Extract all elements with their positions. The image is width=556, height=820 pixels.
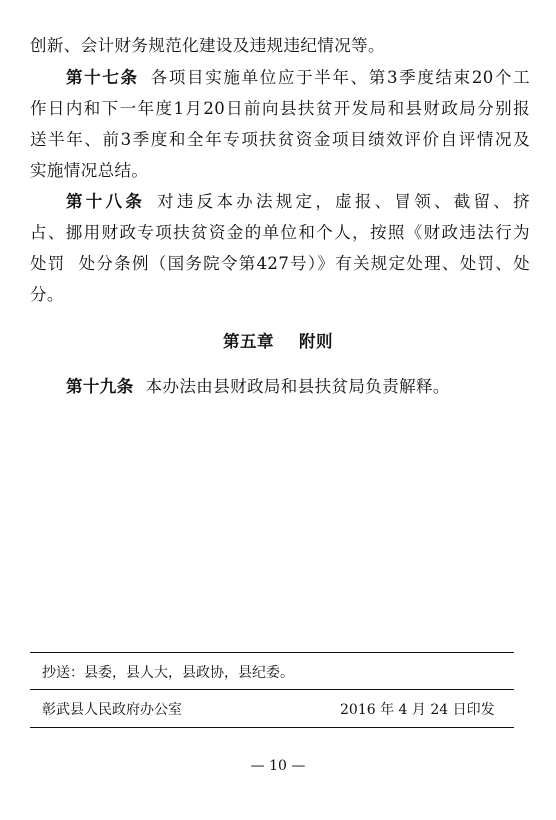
article-18-line-4: 分。 (30, 285, 64, 304)
paragraph-line: 创新、会计财务规范化建设及违规违纪情况等。 (30, 36, 385, 55)
page-number: — 10 — (250, 758, 306, 774)
article-18-line-3: 处罚 处分条例（国务院令第427号）》有关规定处理、处罚、处 (30, 254, 530, 273)
cc-list: 抄送：县委，县人大，县政协，县纪委。 (42, 665, 294, 681)
issuing-office: 彰武县人民政府办公室 (42, 702, 182, 718)
article-19-line (66, 377, 530, 397)
article-19-label: 第十九条 (66, 377, 134, 396)
article-17-text: 各项目实施单位应于半年、第3季度结束20个工 (150, 68, 530, 87)
footer-top-rule (30, 652, 514, 653)
article-17-line-3: 送半年、前3季度和全年专项扶贫资金项目绩效评价自评情况及 (30, 130, 530, 149)
article-19-text: 本办法由县财政局和县扶贫局负责解释。 (145, 377, 450, 396)
footer-middle-rule (30, 689, 514, 690)
article-17-first-line (66, 68, 530, 88)
footer-bottom-rule (30, 727, 514, 728)
article-17-line-4: 实施情况总结。 (30, 161, 149, 180)
article-17-label: 第十七条 (66, 68, 139, 87)
article-18-line-2: 占、挪用财政专项扶贫资金的单位和个人，按照《财政违法行为 (30, 223, 530, 242)
article-18-label: 第十八条 (66, 192, 146, 211)
issue-date: 2016 年 4 月 24 日印发 (340, 702, 495, 718)
article-18-first-line (66, 192, 530, 212)
article-18-text: 对违反本办法规定，虚报、冒领、截留、挤 (157, 192, 530, 211)
chapter-heading: 第五章 附则 (223, 332, 333, 351)
article-17-line-2: 作日内和下一年度1月20日前向县扶贫开发局和县财政局分别报 (30, 99, 530, 118)
